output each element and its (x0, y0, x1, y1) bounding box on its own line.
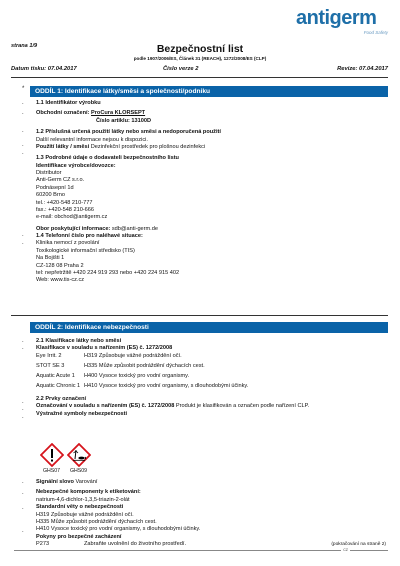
hazard-statement: H335 Může způsobit podráždění dýchacích cest. (36, 518, 157, 525)
section-2-body (36, 338, 386, 418)
ghs09-environment-icon (67, 443, 91, 467)
emergency-line: Web: www.tis-cz.cz (36, 277, 85, 284)
info-label: Obor poskytující informace: (36, 225, 111, 232)
bullet: . (22, 232, 24, 238)
trade-name-label: Obchodní označení: (36, 110, 90, 117)
address-line: Podnásepní 1d (36, 184, 74, 191)
bullet: . (22, 110, 24, 116)
classification-label: Klasifikace v souladu s nařízením (ES) č. 1272/2008 (36, 345, 173, 352)
address-line: Anti-Germ CZ s.r.o. (36, 177, 85, 184)
bullet: . (22, 406, 24, 412)
bullet: . (22, 399, 24, 405)
emergency-line: Toxikologické informační středisko (TIS) (36, 247, 135, 254)
pictograms-label: Výstražné symboly nebezpečnosti (36, 410, 128, 417)
bullet: . (22, 345, 24, 351)
document-title: Bezpečnostní list (156, 43, 244, 55)
ghs07-exclamation-icon (40, 443, 64, 467)
signal-word-label: Signální slovo (36, 479, 74, 485)
s21-title: 2.1 Klasifikace látky nebo směsi (36, 338, 122, 344)
use-row (36, 144, 386, 151)
classification-row (36, 353, 386, 363)
hazard-statement: H410 Vysoce toxický pro vodní organismy, s dlouhodobými účinky. (36, 526, 201, 533)
use-label: Použití látky / směsi (36, 143, 90, 150)
use-value: Dezinfekční prostředek pro plošnou dezinfekci (90, 143, 206, 150)
hazard-class-text: H319 Způsobuje vážné podráždění očí. (84, 352, 182, 359)
emergency-line: CZ-128 08 Praha 2 (36, 262, 84, 269)
labelling-label: Označování v souladu s nařízením (ES) č. 1272/2008 (36, 403, 175, 410)
address-line: tel.: +420-548 210-777 (36, 199, 93, 206)
bullet: . (22, 505, 24, 511)
section-1-heading: ODDÍL 1: Identifikace látky/směsi a společnosti/podniku (30, 86, 388, 97)
signal-word-value: Varování (75, 479, 98, 485)
bullet: . (22, 142, 24, 148)
s13-title: 1.3 Podrobné údaje o dodavateli bezpečnostního listu (36, 155, 179, 162)
hazard-class-text: H400 Vysoce toxický pro vodní organismy. (84, 372, 190, 379)
section-2-heading: ODDÍL 2: Identifikace nebezpečnosti (30, 322, 388, 333)
bullet: . (22, 240, 24, 246)
article-number: Číslo artiklu: 13100D (96, 117, 152, 124)
meta-row (11, 66, 388, 75)
s14-title: 1.4 Telefonní číslo pro naléhavé situace: (36, 233, 143, 239)
bullet: . (22, 150, 24, 156)
signal-word-row (36, 479, 386, 486)
s12-text: Další relevantní informace nejsou k dispozici. (36, 136, 148, 143)
classification-row (36, 363, 386, 373)
labelling-text: Produkt je klasifikován a označen podle nařízení CLP. (175, 403, 310, 410)
email-line: e-mail: obchod@antigerm.cz (36, 214, 108, 221)
precaution-code: P273 (36, 541, 50, 547)
bullet: . (22, 338, 24, 344)
precaution-text: Zabraňte uvolnění do životního prostředí. (84, 541, 186, 547)
footer-country-code: CZ (343, 548, 348, 552)
hazard-components-value: natrium-4,6-dichlor-1,3,5-triazin-2-olát (36, 496, 130, 503)
hazard-class-text: H410 Vysoce toxický pro vodní organismy, s dlouhodobými účinky. (84, 382, 249, 389)
emergency-line: Klinika nemocí z povolání (36, 240, 100, 247)
hazard-statements-label: Standardní věty o nebezpečnosti (36, 504, 124, 511)
s12-title: 1.2 Příslušná určená použití látky nebo směsi a nedoporučená použití (36, 129, 221, 136)
footer-divider (14, 550, 388, 551)
address-line: fax.: +420-548 210-666 (36, 206, 95, 213)
section-2-body-cont (36, 479, 386, 550)
section-marker: * (22, 86, 25, 92)
emergency-line: tel: nepřetržitě +420 224 919 293 nebo +420 224 915 402 (36, 269, 180, 276)
section-1-body (36, 100, 386, 285)
classification-row (36, 383, 386, 393)
print-date: Datum tisku: 07.04.2017 (11, 66, 77, 72)
ghs09-label: GHS09 (70, 468, 88, 474)
emergency-line: Na Bojišti 1 (36, 255, 65, 262)
version-number: Číslo verze 2 (163, 66, 199, 72)
bullet: . (22, 490, 24, 496)
bullet: . (22, 528, 24, 534)
hazard-class-code: Aquatic Acute 1 (36, 372, 75, 379)
logo-wordmark: antigerm (296, 7, 377, 29)
antigerm-logo (296, 7, 390, 35)
info-value: sdb@anti-germ.de (111, 225, 158, 232)
trade-name-value: ProCura KLORSEPT (91, 110, 146, 117)
logo-tagline: Food Safety (363, 30, 388, 35)
bullet: . (22, 414, 24, 420)
precaution-label: Pokyny pro bezpečné zacházení (36, 533, 122, 540)
manufacturer-label: Identifikace výrobce/dovozce: (36, 162, 116, 169)
info-row (36, 226, 386, 233)
hazard-class-code: Eye Irrit. 2 (36, 352, 62, 359)
section-divider (11, 315, 388, 316)
hazard-class-code: STOT SE 3 (36, 362, 65, 369)
labelling-row (36, 403, 386, 410)
header-divider (11, 77, 388, 78)
continued-note: (pokračování na straně 2) (331, 542, 386, 547)
document-subtitle: podle 1907/2006/ES, Článek 31 (REACH), 1272/2008/ES (CLP) (133, 56, 267, 61)
classification-row (36, 373, 386, 383)
address-line: Distributor (36, 170, 62, 176)
page-number: strana 1/9 (11, 43, 38, 49)
ghs07-label: GHS07 (43, 468, 61, 474)
hazard-statement: H319 Způsobuje vážné podráždění očí. (36, 511, 134, 518)
revision-date: Revize: 07.04.2017 (337, 66, 388, 72)
s22-title: 2.2 Prvky označení (36, 395, 87, 402)
bullet: . (22, 128, 24, 134)
hazard-class-code: Aquatic Chronic 1 (36, 382, 81, 389)
hazard-class-text: H335 Může způsobit podráždění dýchacích cest. (84, 362, 205, 369)
s11-title: 1.1 Identifikátor výrobku (36, 100, 101, 106)
trade-name-row (36, 110, 386, 117)
address-line: 60200 Brno (36, 192, 65, 199)
bullet: . (22, 100, 24, 106)
hazard-components-label: Nebezpečné komponenty k etiketování: (36, 489, 141, 496)
bullet: . (22, 479, 24, 485)
